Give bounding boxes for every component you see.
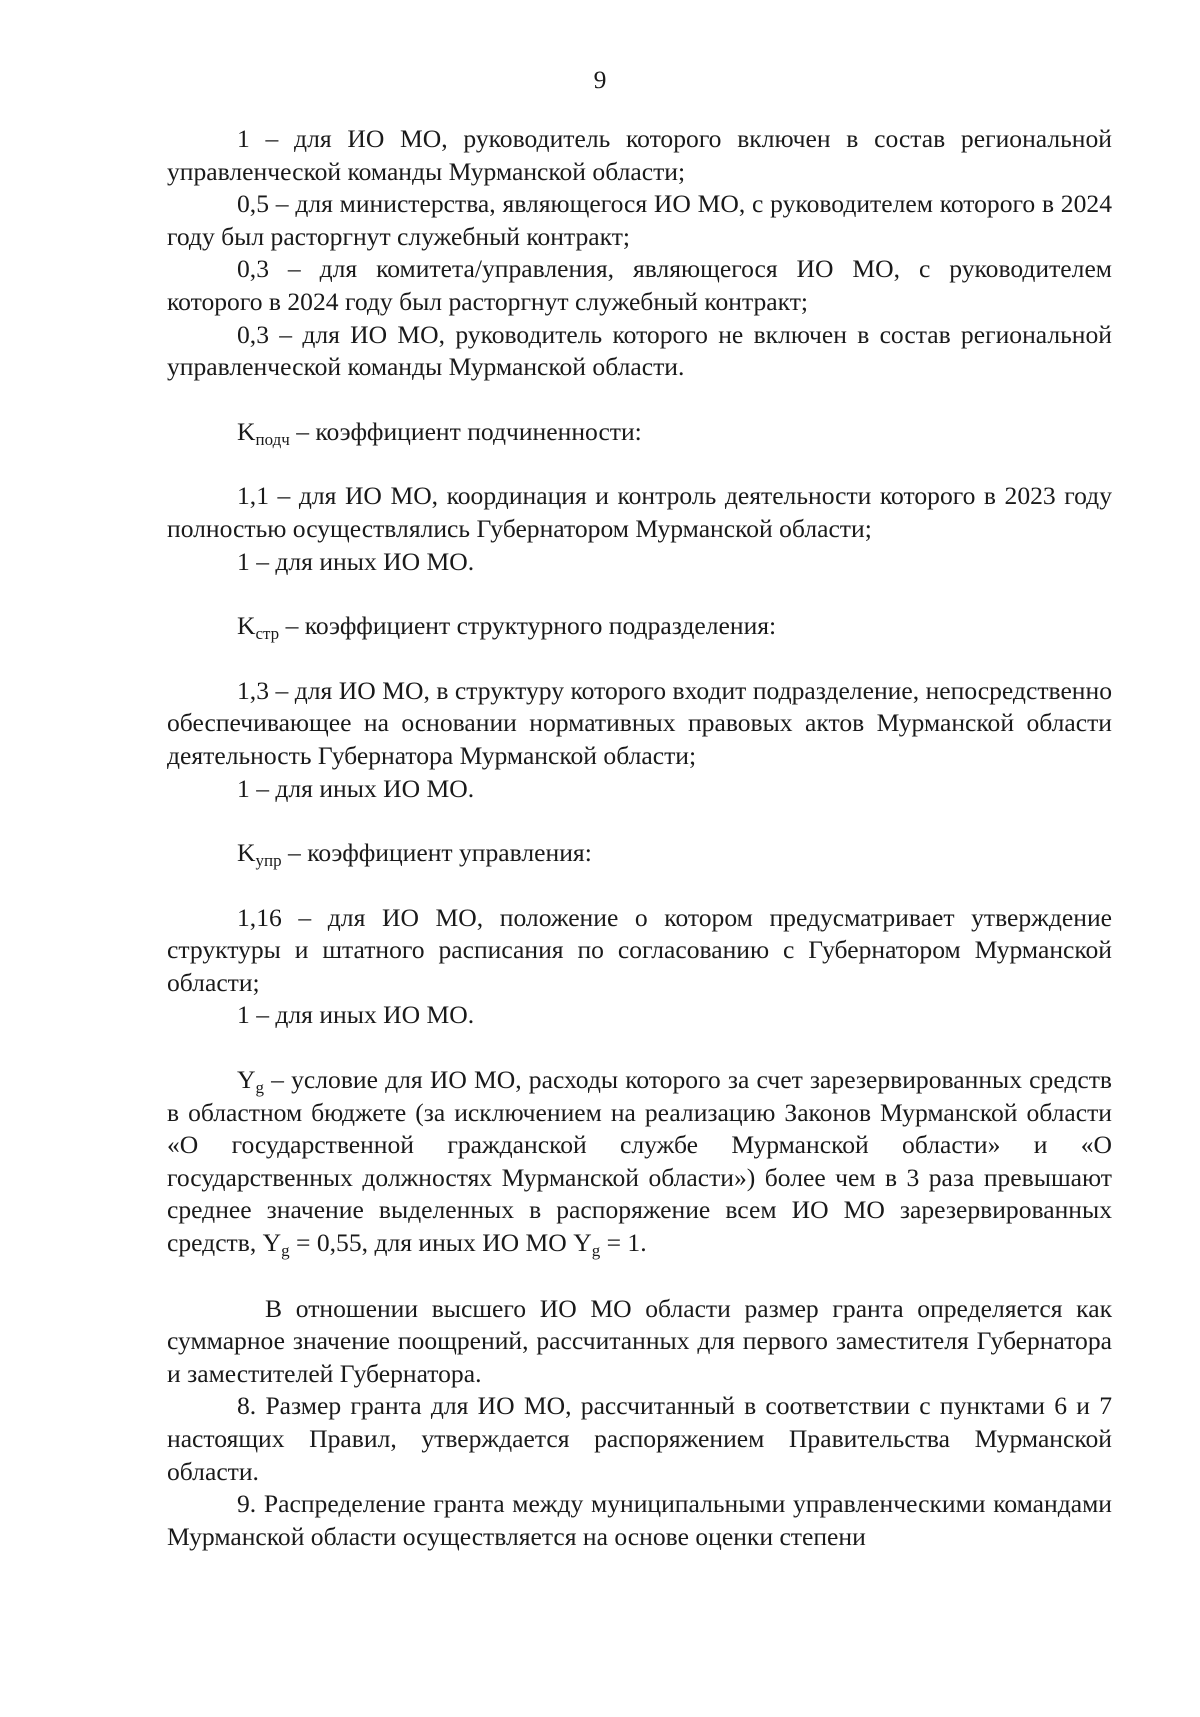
paragraph: В отношении высшего ИО МО области размер гранта определяется как суммарное значение поощрений, рассчитанных для первого заместителя Губернатора и заместителей Губернатора. xyxy=(167,1293,1112,1388)
list-item: 0,3 – для комитета/управления, являющегося ИО МО, с руководителем которого в 2024 году был расторгнут служебный контракт; xyxy=(167,254,1112,316)
list-item: 0,5 – для министерства, являющегося ИО МО, с руководителем которого в 2024 году был расторгнут служебный контракт; xyxy=(167,189,1112,251)
list-item: 1,3 – для ИО МО, в структуру которого входит подразделение, непосредственно обеспечивающее на основании нормативных правовых актов Мурманской области деятельность Губернатора Мурманской области; xyxy=(167,675,1112,770)
coefficient-description: – коэффициент подчиненности: xyxy=(289,416,642,446)
condition-text: – условие для ИО МО, расходы которого за счет зарезервированных средств в областном бюджете (за исключением на реализацию Законов Мурманской области «О государственной гражданской службе Мурманской области» и «О государственных должностях Мурманской области») более чем в 3 раза превышают среднее значение выделенных в распоряжение всем ИО МО зарезервированных средств, xyxy=(167,1065,1112,1258)
condition-symbol: Y xyxy=(262,1228,282,1258)
coefficient-description: – коэффициент управления: xyxy=(281,838,592,868)
coefficient-symbol: K xyxy=(237,611,256,641)
coefficient-symbol: K xyxy=(237,838,256,868)
page-number: 9 xyxy=(593,65,607,94)
coefficient-subscript: подч xyxy=(255,429,290,449)
condition-subscript: g xyxy=(281,1241,290,1261)
condition-paragraph xyxy=(167,1064,1112,1260)
list-item: 1 – для иных ИО МО. xyxy=(237,1000,475,1030)
coefficient-description: – коэффициент структурного подразделения: xyxy=(279,611,777,641)
coefficient-subscript: упр xyxy=(255,851,282,871)
condition-subscript: g xyxy=(591,1241,601,1261)
coefficient-heading-upr xyxy=(167,837,1112,870)
list-item: 1,16 – для ИО МО, положение о котором предусматривает утверждение структуры и штатного расписания по согласованию с Губернатором Мурманской области; xyxy=(167,902,1112,997)
coefficient-subscript: стр xyxy=(255,624,280,644)
condition-symbol: Y xyxy=(573,1228,592,1258)
paragraph: 8. Размер гранта для ИО МО, рассчитанный в соответствии с пунктами 6 и 7 настоящих Правил, утверждается распоряжением Правительства Мурманской области. xyxy=(167,1391,1112,1486)
list-item: 0,3 – для ИО МО, руководитель которого не включен в состав региональной управленческой команды Мурманской области. xyxy=(167,319,1112,382)
list-item: 1 – для иных ИО МО. xyxy=(237,773,475,803)
paragraph: 9. Распределение гранта между муниципальными управленческими командами Мурманской области осуществляется на основе оценки степени xyxy=(167,1489,1112,1551)
coefficient-heading-podch xyxy=(167,416,1112,449)
condition-text: = 0,55, для иных ИО МО xyxy=(289,1228,574,1258)
list-item: 1 – для иных ИО МО. xyxy=(237,546,475,576)
condition-text: = 1. xyxy=(600,1228,647,1258)
condition-symbol: Y xyxy=(237,1065,256,1095)
list-item: 1,1 – для ИО МО, координация и контроль деятельности которого в 2023 году полностью осуществлялись Губернатором Мурманской области; xyxy=(167,481,1112,543)
document-body xyxy=(167,123,1112,1553)
list-item: 1 – для ИО МО, руководитель которого включен в состав региональной управленческой команды Мурманской области; xyxy=(167,124,1112,186)
condition-subscript: g xyxy=(255,1078,264,1098)
coefficient-symbol: K xyxy=(237,416,256,446)
coefficient-heading-str xyxy=(167,610,1112,643)
